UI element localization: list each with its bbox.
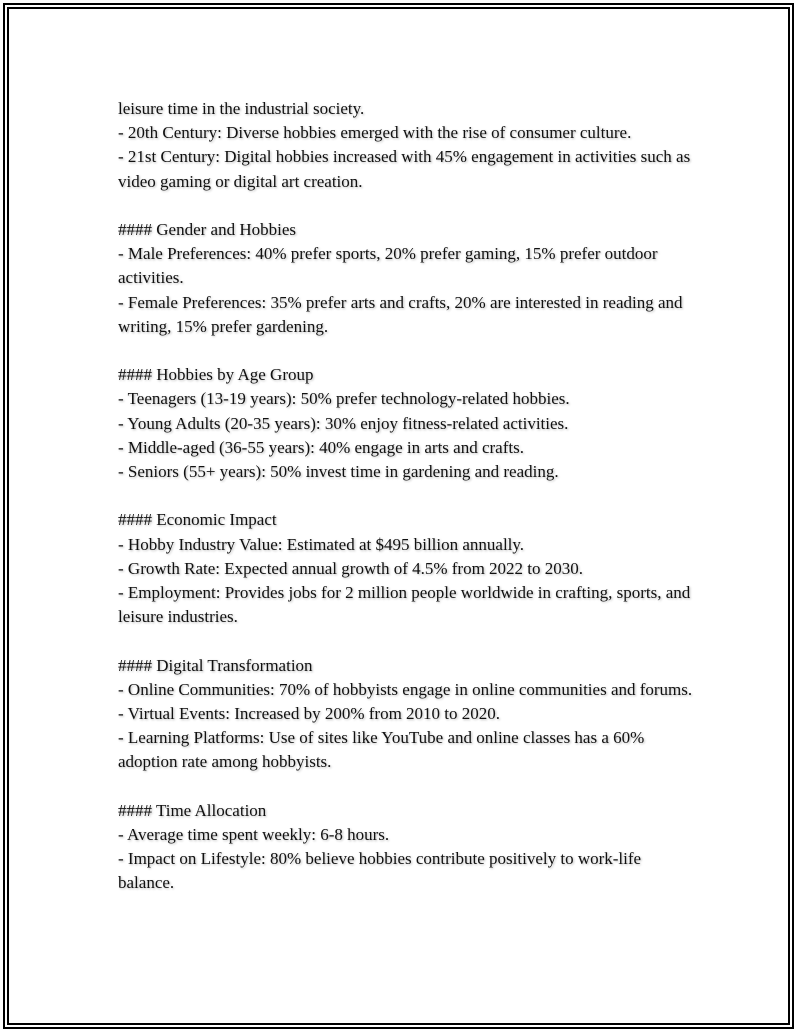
list-item: - Online Communities: 70% of hobbyists engage in online communities and forums.: [118, 679, 693, 699]
section-heading: #### Gender and Hobbies: [118, 220, 296, 239]
list-item: - Middle-aged (36-55 years): 40% engage in arts and crafts.: [118, 437, 524, 457]
list-item: - Growth Rate: Expected annual growth of 4.5% from 2022 to 2030.: [118, 558, 584, 578]
paragraph-gap: [118, 339, 698, 363]
section-heading: #### Economic Impact: [118, 510, 277, 530]
list-item: - Seniors (55+ years): 50% invest time in gardening and reading.: [118, 462, 559, 482]
intro-line: leisure time in the industrial society.: [118, 99, 365, 118]
list-item: - Young Adults (20-35 years): 30% enjoy fitness-related activities.: [118, 413, 569, 433]
intro-line: - 21st Century: Digital hobbies increased with 45% engagement in activities such as video gaming or digital art creation.: [118, 147, 691, 191]
section-time-allocation: [118, 799, 698, 896]
paragraph-gap: [118, 484, 698, 508]
list-item: - Hobby Industry Value: Estimated at $495 billion annually.: [118, 534, 525, 554]
paragraph-gap: [118, 194, 698, 218]
list-item: - Employment: Provides jobs for 2 million people worldwide in crafting, sports, and leisure industries.: [118, 583, 691, 627]
intro-block: [118, 97, 698, 194]
section-heading: #### Time Allocation: [118, 800, 267, 820]
intro-line: - 20th Century: Diverse hobbies emerged with the rise of consumer culture.: [118, 123, 632, 143]
list-item: - Average time spent weekly: 6-8 hours.: [118, 825, 390, 845]
paragraph-gap: [118, 775, 698, 799]
section-economic-impact: [118, 508, 698, 629]
list-item: - Learning Platforms: Use of sites like YouTube and online classes has a 60% adoption rate among hobbyists.: [118, 728, 645, 772]
document-body: [118, 97, 698, 896]
section-heading: #### Digital Transformation: [118, 655, 313, 675]
section-gender-hobbies: [118, 218, 698, 339]
section-age-group: [118, 363, 698, 484]
list-item: - Female Preferences: 35% prefer arts and crafts, 20% are interested in reading and writing, 15% prefer gardening.: [118, 292, 683, 336]
list-item: - Teenagers (13-19 years): 50% prefer technology-related hobbies.: [118, 389, 570, 409]
list-item: - Virtual Events: Increased by 200% from 2010 to 2020.: [118, 704, 501, 724]
document-page: [3, 3, 794, 1029]
section-digital-transformation: [118, 654, 698, 775]
list-item: - Male Preferences: 40% prefer sports, 20% prefer gaming, 15% prefer outdoor activities.: [118, 244, 658, 288]
list-item: - Impact on Lifestyle: 80% believe hobbies contribute positively to work-life balance.: [118, 849, 642, 893]
paragraph-gap: [118, 629, 698, 653]
section-heading: #### Hobbies by Age Group: [118, 365, 314, 385]
